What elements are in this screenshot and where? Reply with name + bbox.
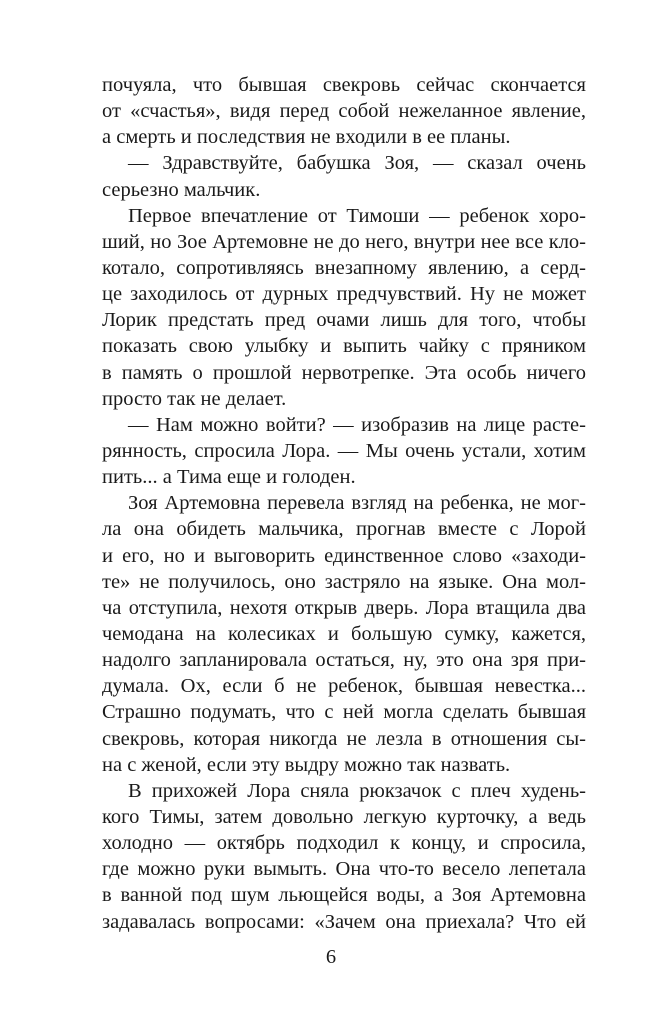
text-line: просто так не делает.: [102, 387, 287, 410]
text-line: ча отступила, нехотя открыв дверь. Лора втащила два: [102, 596, 586, 619]
text-line: ший, но Зое Артемовне не до него, внутри нее все кло-: [102, 230, 586, 253]
text-line: на с женой, если эту выдру можно так назвать.: [102, 753, 511, 776]
text-line: а смерть и последствия не входили в ее планы.: [102, 126, 511, 149]
text-line: Зоя Артемовна перевела взгляд на ребенка, не мог-: [128, 492, 586, 515]
text-line: це заходилось от дурных предчувствий. Ну не может: [102, 283, 586, 306]
text-line: те» не получилось, оно застряло на языке. Она мол-: [102, 570, 586, 593]
page-body: [102, 72, 586, 935]
text-line: показать свою улыбку и выпить чайку с пряником: [102, 335, 586, 358]
text-line: надолго запланировала остаться, ну, это она зря при-: [102, 649, 586, 672]
text-line: котало, сопротивляясь внезапному явлению, а серд-: [102, 256, 586, 279]
text-line: чемодана на колесиках и большую сумку, кажется,: [102, 622, 586, 645]
text-line: — Нам можно войти? — изобразив на лице расте-: [128, 413, 586, 436]
text-line: в память о прошлой нервотрепке. Эта особь ничего: [102, 361, 586, 384]
text-line: думала. Ох, если б не ребенок, бывшая невестка...: [102, 675, 586, 698]
text-line: задавалась вопросами: «Зачем она приехала? Что ей: [102, 910, 586, 933]
text-line: — Здравствуйте, бабушка Зоя, — сказал очень: [128, 152, 586, 175]
text-line: в ванной под шум льющейся воды, а Зоя Артемовна: [102, 884, 586, 907]
text-line: В прихожей Лора сняла рюкзачок с плеч худень-: [128, 779, 586, 802]
text-line: Первое впечатление от Тимоши — ребенок хоро-: [128, 204, 586, 227]
text-line: серьезно мальчик.: [102, 178, 261, 201]
text-line: холодно — октябрь подходил к концу, и спросила,: [102, 832, 586, 855]
page-number: 6: [325, 946, 337, 968]
text-line: и его, но и выговорить единственное слово «заходи-: [102, 544, 586, 567]
text-line: от «счастья», видя перед собой нежеланное явление,: [102, 100, 586, 123]
text-line: кого Тимы, затем довольно легкую курточку, а ведь: [102, 805, 586, 828]
text-line: почуяла, что бывшая свекровь сейчас скончается: [102, 74, 586, 96]
text-line: где можно руки вымыть. Она что-то весело лепетала: [102, 858, 586, 881]
text-line: Страшно подумать, что с ней могла сделать бывшая: [102, 701, 586, 724]
text-line: пить... а Тима еще и голоден.: [102, 466, 356, 489]
text-line: Лорик предстать пред очами лишь для того, чтобы: [102, 309, 586, 332]
text-line: ла она обидеть мальчика, прогнав вместе с Лорой: [102, 518, 586, 541]
text-line: свекровь, которая никогда не лезла в отношения сы-: [102, 727, 586, 750]
text-line: рянность, спросила Лора. — Мы очень устали, хотим: [102, 439, 586, 462]
